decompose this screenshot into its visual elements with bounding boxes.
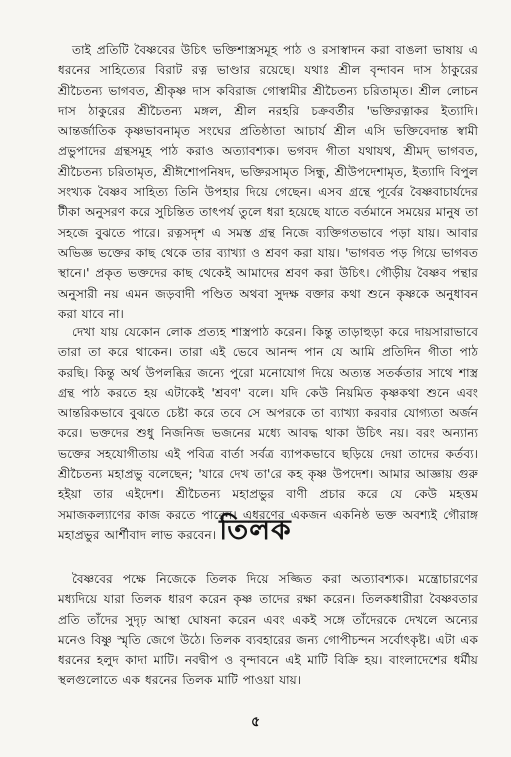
- paragraph-scripture-reading: তাই প্রতিটি বৈষ্ণবের উচিৎ ভক্তিশাস্ত্রসমূহ পাঠ ও রসাস্বাদন করা বাঙলা ভাষায় এ ধরনের সাহিত্যের বিরাট রত্ন ভাণ্ডার রয়েছে। যথাঃ শ্রীল বৃন্দাবন দাস ঠাকুরের শ্রীচৈতন্য ভাগবত, শ্রীকৃষ্ণ দাস কবিরাজ গোস্বামীর শ্রীচৈতন্য চরিতামৃত। শ্রীল লোচন দাস ঠাকুরের শ্রীচৈতন্য মঙ্গল, শ্রীল নরহরি চক্রবর্তীর 'ভক্তিরত্নাকর ইত্যাদি। আন্তর্জাতিক কৃষ্ণভাবনামৃত সংঘের প্রতিষ্ঠাতা আচার্য শ্রীল এসি ভক্তিবেদান্ত স্বামী প্রভুপাদের গ্রন্থসমূহ পাঠ করাও অত্যাবশ্যক। ভগবদ গীতা যথাযথ, শ্রীমদ্ ভাগবত, শ্রীচৈতন্য চরিতামৃত, শ্রীঈশোপনিষদ, ভক্তিরসামৃত সিন্ধু, শ্রীউপদেশামৃত, ইত্যাদি বিপুল সংখ্যক বৈষ্ণব সাহিত্য তিনি উপহার দিয়ে গেছেন। এসব গ্রন্থে পূর্বের বৈষ্ণবাচার্যদের টীকা অনুসরণ করে সুচিন্তিত তাৎপর্য তুলে ধরা হয়েছে যাতে বর্তমানে সময়ের মানুষ তা সহজে বুঝতে পারে। রত্নসদৃশ এ সমস্ত গ্রন্থ নিজে ব্যক্তিগতভাবে পড়া যায়। আবার অভিজ্ঞ ভক্তের কাছ থেকে তার ব্যাখ্যা ও শ্রবণ করা যায়। 'ভাগবত পড় গিয়ে ভাগবত স্থানে।' প্রকৃত ভক্তদের কাছ থেকেই আমাদের শ্রবণ করা উচিৎ। গৌড়ীয় বৈষ্ণব পন্থার অনুসারী নয় এমন জড়বাদী পণ্ডিত অথবা সুদক্ষ বক্তার কথা শুনে কৃষ্ণকে অনুধাবন করা যাবে না।: [58, 43, 478, 321]
- paragraph-hearing: দেখা যায় যেকোন লোক প্রত্যহ শাস্ত্রপাঠ করেন। কিন্তু তাড়াহুড়া করে দায়সারাভাবে তারা তা করে থাকেন। তারা এই ভেবে আনন্দ পান যে আমি প্রতিদিন গীতা পাঠ করছি। কিন্তু অর্থ উপলব্ধির জন্যে পুরো মনোযোগ দিয়ে অত্যন্ত সতর্কতার সাথে শাস্ত্র গ্রন্থ পাঠ করতে হয় এটাকেই 'শ্রবণ' বলে। যদি কেউ নিয়মিত কৃষ্ণকথা শুনে এবং আন্তরিকভাবে বুঝতে চেষ্টা করে তবে সে অপরকে তা ব্যাখ্যা করবার যোগ্যতা অর্জন করে। ভক্তদের শুধু নিজনিজ ভজনের মধ্যে আবদ্ধ থাকা উচিৎ নয়। বরং অন্যান্য ভক্তের সহযোগীতায় এই পবিত্র বার্তা সর্বত্র ব্যাপকভাবে ছড়িয়ে দেয়া তাদের কর্তব্য। শ্রীচৈতন্য মহাপ্রভু বলেছেন; 'যারে দেখ তা'রে কহ কৃষ্ণ উপদেশ। আমার আজ্ঞায় গুরু হইয়া তার এইদেশ। শ্রীচৈতন্য মহাপ্রভুর বাণী প্রচার করে যে কেউ মহত্তম সমাজকল্যাণের কাজ করতে পারেন। এধরণের একজন একনিষ্ঠ ভক্ত অবশ্যই গৌরাঙ্গ মহাপ্রভুর আর্শীবাদ লাভ করবেন।: [58, 325, 478, 542]
- section-title: তিলক: [219, 513, 292, 546]
- page-number: ৫: [250, 714, 261, 730]
- paragraph-tilak: বৈষ্ণবের পক্ষে নিজেকে তিলক দিয়ে সজ্জিত করা অত্যাবশ্যক। মন্ত্রোচারণের মধ্যদিয়ে যারা তিলক ধারণ করেন কৃষ্ণ তাদের রক্ষা করেন। তিলকধারীরা বৈষ্ণবতার প্রতি তাঁদের সুদৃঢ় আস্থা ঘোষনা করেন এবং একই সঙ্গে তাঁদেরকে দেখলে অন্যের মনেও বিষ্ণু স্মৃতি জেগে উঠে। তিলক ব্যবহারের জন্য গোপীচন্দন সর্বোৎকৃষ্ট। এটা এক ধরনের হলুদ কাদা মাটি। নবদ্বীপ ও বৃন্দাবনে এই মাটি বিক্রি হয়। বাংলাদেশের ধর্মীয় স্থলগুলোতে এক ধরনের তিলক মাটি পাওয়া যায়।: [58, 572, 478, 688]
